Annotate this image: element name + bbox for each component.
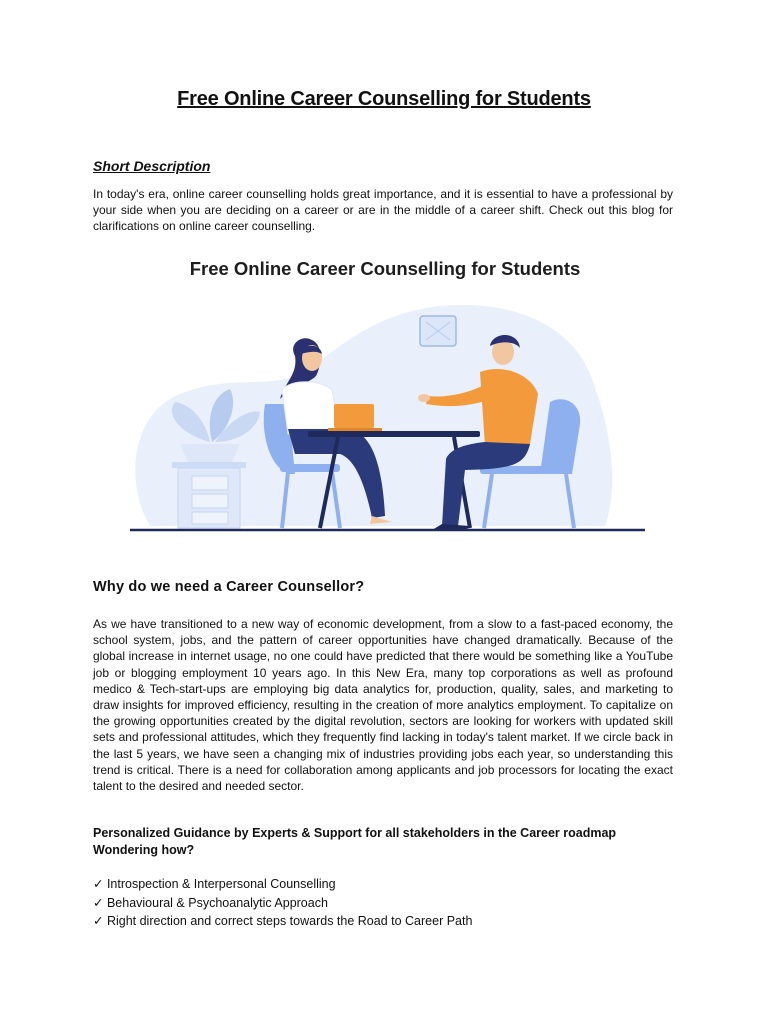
wondering-line: Wondering how?: [93, 842, 195, 857]
page-title: Free Online Career Counselling for Students: [177, 88, 591, 110]
checklist: [93, 875, 472, 931]
guidance-line: Personalized Guidance by Experts & Support for all stakeholders in the Career roadmap: [93, 826, 617, 840]
illustration-title: Free Online Career Counselling for Students: [189, 258, 581, 279]
section-body-text: As we have transitioned to a new way of economic development, from a slow to a fast-paced economy, the school system, jobs, and the pattern of career opportunities have changed dramatically. Because of the global increase in internet usage, no one could have predicted that there would be something like a YouTube job or blogging employment 10 years ago. In this New Era, many top corporations as well as profound medico & Tech-start-ups are employing big data analytics for, production, quality, sales, and marketing to draw insights for improved efficiency, resulting in the creation of more analytics employment. To capitalize on the growing opportunities created by the digital revolution, sectors are looking for workers with updated skill sets and professional attitudes, which they frequently find lacking in today's talent market. If we circle back in the last 5 years, we have seen a changing mix of industries providing jobs each year, so understanding this trend is critical. There is a need for collaboration among applicants and job processors for locating the exact talent to the desired and needed sector.: [93, 617, 673, 794]
checklist-item: ✓ Introspection & Interpersonal Counselling: [93, 877, 336, 891]
checklist-item: ✓ Right direction and correct steps towards the Road to Career Path: [93, 914, 473, 929]
illustration: [120, 254, 650, 544]
checklist-item: ✓ Behavioural & Psychoanalytic Approach: [93, 895, 328, 910]
section-heading: Why do we need a Career Counsellor?: [93, 579, 365, 595]
cabinet-icon: [172, 462, 246, 528]
counselling-scene-illustration: [120, 294, 650, 539]
clock-icon: [420, 316, 456, 346]
short-description-text: In today's era, online career counselling holds great importance, and it is essential to have a professional by your side when you are deciding on a career or are in the middle of a career shift. Check out this blog for clarifications on online career counselling.: [93, 187, 673, 234]
short-description-heading: Short Description: [93, 158, 211, 174]
guidance-block: [93, 825, 616, 858]
